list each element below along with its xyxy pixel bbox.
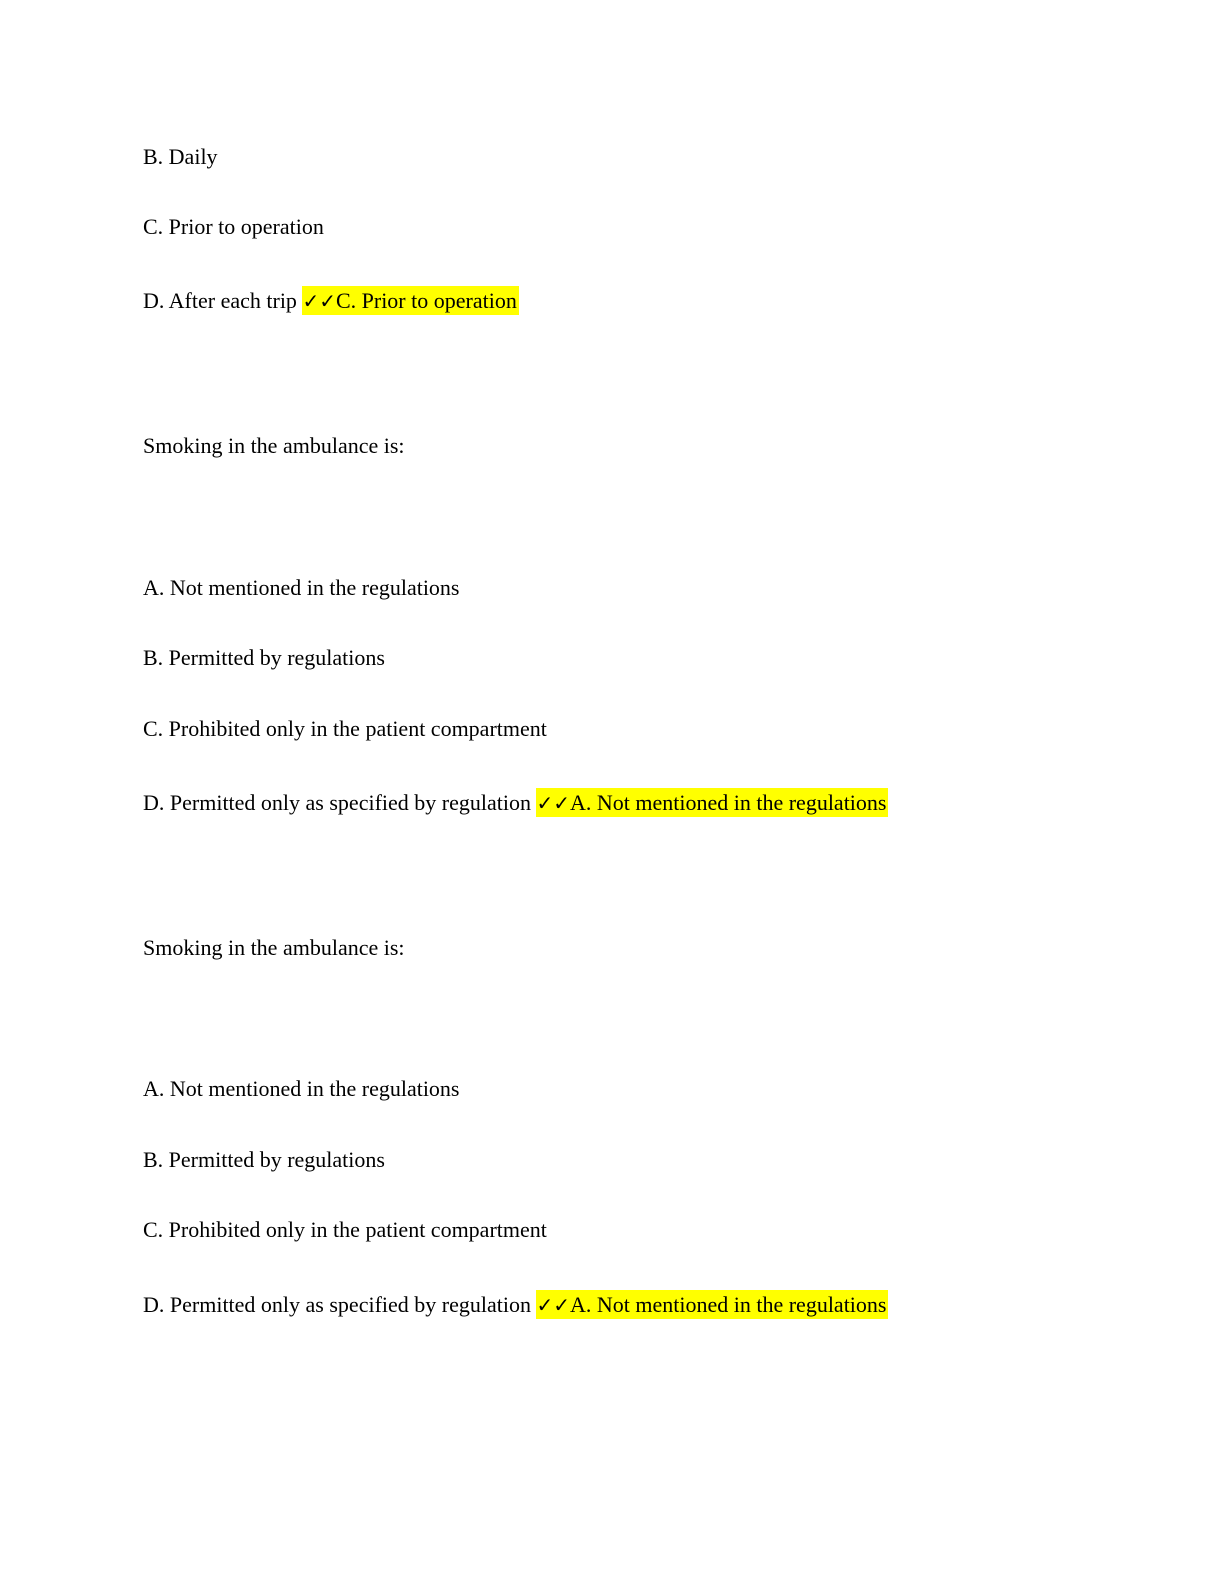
- answer-text: A. Not mentioned in the regulations: [569, 790, 887, 815]
- option-a: [143, 1074, 460, 1104]
- option-b: [143, 643, 385, 673]
- double-check-icon: ✓✓: [536, 1293, 570, 1317]
- option-text: C. Prohibited only in the patient compartment: [143, 716, 547, 741]
- option-c: [143, 212, 324, 242]
- answer-highlight: [302, 286, 518, 315]
- option-text: C. Prior to operation: [143, 214, 324, 239]
- option-c: [143, 714, 547, 744]
- answer-text: C. Prior to operation: [335, 288, 517, 313]
- option-d: [143, 1290, 888, 1320]
- option-text: C. Prohibited only in the patient compartment: [143, 1217, 547, 1242]
- option-text: A. Not mentioned in the regulations: [143, 575, 460, 600]
- option-text: A. Not mentioned in the regulations: [143, 1076, 460, 1101]
- question-label: Smoking in the ambulance is:: [143, 433, 405, 458]
- question-text: [143, 431, 405, 461]
- option-d: [143, 788, 888, 818]
- option-text: D. Permitted only as specified by regulation: [143, 790, 531, 815]
- option-a: [143, 573, 460, 603]
- option-c: [143, 1215, 547, 1245]
- option-text: B. Permitted by regulations: [143, 645, 385, 670]
- option-d: [143, 286, 519, 316]
- option-text: B. Permitted by regulations: [143, 1147, 385, 1172]
- double-check-icon: ✓✓: [302, 289, 336, 313]
- option-b: [143, 142, 218, 172]
- question-text: [143, 933, 405, 963]
- option-text: B. Daily: [143, 144, 218, 169]
- option-text: D. After each trip: [143, 288, 297, 313]
- answer-text: A. Not mentioned in the regulations: [569, 1292, 887, 1317]
- option-b: [143, 1145, 385, 1175]
- option-text: D. Permitted only as specified by regulation: [143, 1292, 531, 1317]
- answer-highlight: [536, 788, 888, 817]
- double-check-icon: ✓✓: [536, 791, 570, 815]
- question-label: Smoking in the ambulance is:: [143, 935, 405, 960]
- answer-highlight: [536, 1290, 888, 1319]
